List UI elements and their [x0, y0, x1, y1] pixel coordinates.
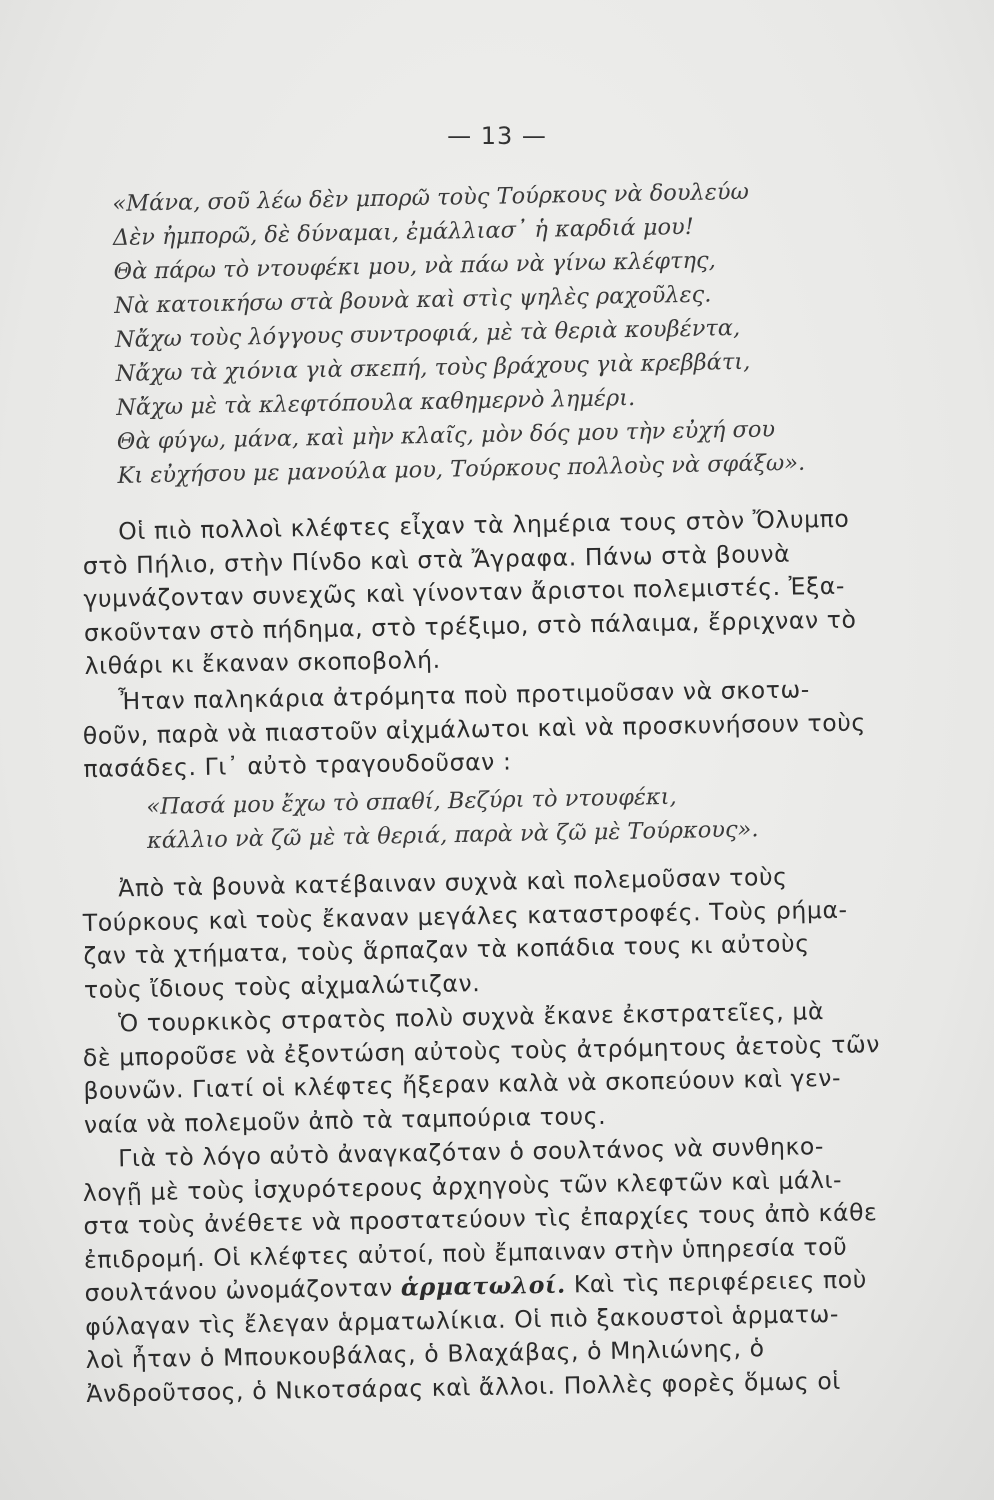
- paragraph-fearless-warriors: [82, 672, 914, 787]
- page-number: — 13 —: [447, 122, 547, 150]
- text-line: λιθάρι κι ἔκαναν σκοποβολή.: [84, 645, 441, 680]
- text-line: Ἦταν παληκάρια ἀτρόμητα ποὺ προτιμοῦσαν νὰ σκοτω-: [118, 675, 811, 716]
- text-line: φύλαγαν τὶς ἔλεγαν ἁρματωλίκια. Οἱ πιὸ ξακουστοὶ ἁρματω-: [84, 1299, 840, 1341]
- poem-line: Θὰ φύγω, μάνα, καὶ μὴν κλαῖς, μὸν δός μου τὴν εὐχή σου: [116, 416, 776, 455]
- text-line: Οἱ πιὸ πολλοὶ κλέφτες εἶχαν τὰ λημέρια τους στὸν Ὄλυμπο: [118, 504, 850, 546]
- text-line: στὸ Πήλιο, στὴν Πίνδο καὶ στὰ Ἄγραφα. Πάνω στὰ βουνὰ: [82, 539, 791, 580]
- text-line: ναία νὰ πολεμοῦν ἀπὸ τὰ ταμπούρια τους.: [83, 1101, 607, 1139]
- text-line: ζαν τὰ χτήματα, τοὺς ἅρπαζαν τὰ κοπάδια τους κι αὐτοὺς: [83, 929, 810, 970]
- text-line: στα τοὺς ἀνέθετε νὰ προστατεύουν τὶς ἐπαρχίες τους ἀπὸ κάθε: [83, 1198, 878, 1240]
- text-line: Γιὰ τὸ λόγο αὐτὸ ἀναγκαζόταν ὁ σουλτάνος νὰ συνθηκο-: [118, 1132, 825, 1173]
- text-line: λοὶ ἦταν ὁ Μπουκουβάλας, ὁ Βλαχάβας, ὁ Μηλιώνης, ὁ: [85, 1334, 765, 1374]
- poem-line: Δὲν ἠμπορῶ, δὲ δύναμαι, ἐμάλλιασ᾿ ἡ καρδιά μου!: [112, 213, 695, 251]
- text-line: γυμνάζονταν συνεχῶς καὶ γίνονταν ἄριστοι πολεμιστές. Ἐξα-: [83, 571, 846, 613]
- text-line: τοὺς ἴδιους τοὺς αἰχμαλώτιζαν.: [83, 968, 481, 1004]
- emphasized-term: ἁρματωλοί.: [400, 1270, 567, 1302]
- couplet-line: κάλλιο νὰ ζῶ μὲ τὰ θεριά, παρὰ νὰ ζῶ μὲ Τούρκους».: [146, 816, 759, 854]
- couplet-line: «Πασά μου ἔχω τὸ σπαθί, Βεζύρι τὸ ντουφέκι,: [146, 783, 677, 820]
- poem-line: Κι εὐχήσου με μανούλα μου, Τούρκους πολλοὺς νὰ σφάξω».: [117, 449, 806, 489]
- text-line: λογῇ μὲ τοὺς ἰσχυρότερους ἀρχηγοὺς τῶν κλεφτῶν καὶ μάλι-: [82, 1165, 843, 1207]
- text-line: δὲ μποροῦσε νὰ ἐξοντώση αὐτοὺς τοὺς ἀτρόμητους ἀετοὺς τῶν: [82, 1029, 881, 1072]
- paragraph-armatoloi: [82, 1129, 917, 1411]
- poem-line: Νἄχω τὰ χιόνια γιὰ σκεπή, τοὺς βράχους γιὰ κρεββάτι,: [115, 348, 751, 387]
- text-line: Τούρκους καὶ τοὺς ἔκαναν μεγάλες καταστροφές. Τοὺς ρήμα-: [82, 895, 848, 937]
- text-line: Ἀνδροῦτσος, ὁ Νικοτσάρας καὶ ἄλλοι. Πολλὲς φορὲς ὅμως οἱ: [86, 1366, 842, 1408]
- text-fragment: Καὶ τὶς περιφέρειες ποὺ: [565, 1265, 868, 1299]
- poem-line: Θὰ πάρω τὸ ντουφέκι μου, νὰ πάω νὰ γίνω κλέφτης,: [113, 247, 716, 285]
- text-line: Ὁ τουρκικὸς στρατὸς πολὺ συχνὰ ἔκανε ἐκστρατεῖες, μὰ: [118, 997, 825, 1038]
- text-line: βουνῶν. Γιατί οἱ κλέφτες ἤξεραν καλὰ νὰ σκοπεύουν καὶ γεν-: [83, 1063, 842, 1105]
- poem-line: Νἄχω τοὺς λόγγους συντροφιά, μὲ τὰ θεριὰ κουβέντα,: [114, 314, 741, 353]
- poem-line: «Μάνα, σοῦ λέω δὲν μπορῶ τοὺς Τούρκους νὰ δουλεύω: [112, 178, 750, 217]
- song-couplet: [146, 778, 759, 858]
- text-line: πασάδες. Γι᾿ αὐτὸ τραγουδοῦσαν :: [83, 747, 512, 783]
- paragraph-klephts-hideouts: [82, 502, 915, 684]
- paragraph-raids: [82, 859, 914, 1007]
- text-line: Ἀπὸ τὰ βουνὰ κατέβαιναν συχνὰ καὶ πολεμοῦσαν τοὺς: [118, 862, 788, 903]
- text-line: θοῦν, παρὰ νὰ πιαστοῦν αἰχμάλωτοι καὶ νὰ προσκυνήσουν τοὺς: [82, 707, 867, 750]
- text-fragment: σουλτάνου ὠνομάζονταν: [84, 1273, 402, 1307]
- text-line: σκοῦνταν στὸ πήδημα, στὸ τρέξιμο, στὸ πάλαιμα, ἔρριχναν τὸ: [83, 605, 857, 647]
- poem-line: Νὰ κατοικήσω στὰ βουνὰ καὶ στὶς ψηλὲς ραχοῦλες.: [114, 281, 712, 319]
- poem-line: Νἄχω μὲ τὰ κλεφτόπουλα καθημερνὸ λημέρι.: [115, 384, 636, 421]
- poem-block: [112, 174, 805, 493]
- paragraph-turkish-army: [82, 994, 914, 1142]
- text-line: ἐπιδρομή. Οἱ κλέφτες αὐτοί, ποὺ ἔμπαιναν στὴν ὑπηρεσία τοῦ: [83, 1232, 848, 1274]
